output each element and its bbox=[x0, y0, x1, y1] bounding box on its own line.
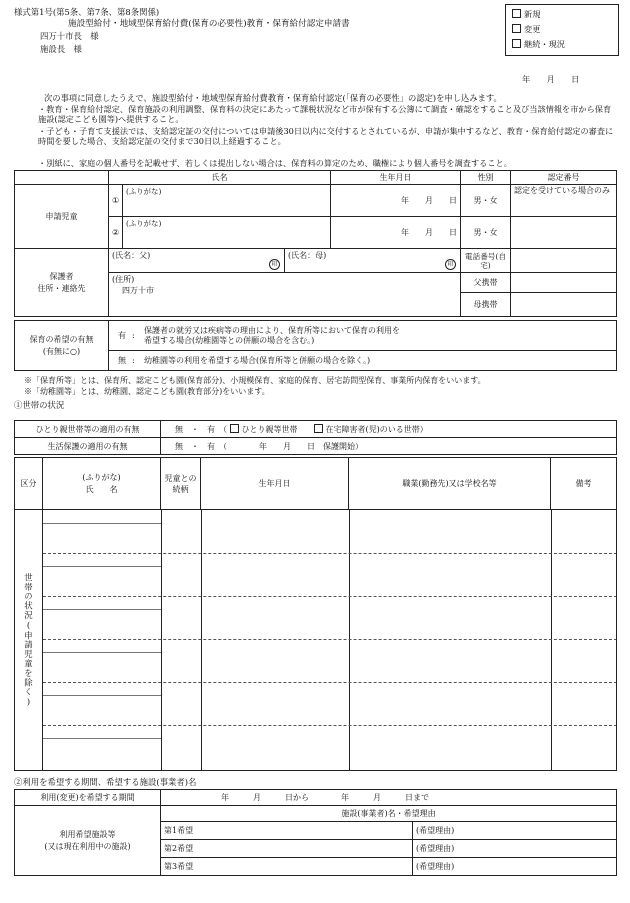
single-parent-label: ひとり親世帯等の適用の有無 bbox=[15, 421, 161, 438]
status-box bbox=[505, 4, 619, 56]
single-parent-value[interactable]: 無 ・ 有 （ ひとり親等世帯 在宅障害者(児)のいる世帯） bbox=[161, 421, 617, 438]
seal-icon: 印 bbox=[445, 259, 456, 270]
child-num-1: ① bbox=[109, 185, 123, 217]
child-num-2: ② bbox=[109, 217, 123, 249]
applicant-table bbox=[14, 170, 617, 249]
choice-2-field[interactable]: 第2希望 bbox=[161, 840, 413, 858]
col-cert: 認定番号 bbox=[511, 171, 617, 185]
phone-mother-field[interactable] bbox=[511, 293, 617, 317]
period-field[interactable]: 年 月 日から 年 月 日まで bbox=[161, 790, 617, 806]
col-member-birth: 生年月日 bbox=[201, 458, 349, 510]
child1-sex[interactable]: 男・女 bbox=[461, 185, 511, 217]
checkbox-icon[interactable] bbox=[314, 424, 323, 433]
col-relation: 児童との続柄 bbox=[161, 458, 201, 510]
welfare-label: 生活保護の適用の有無 bbox=[15, 438, 161, 455]
col-birth: 生年月日 bbox=[331, 171, 461, 185]
household-side-label: 世帯の状況(申請児童を除く) bbox=[15, 510, 43, 771]
addressee-director: 施設長 様 bbox=[40, 44, 82, 54]
household-section-title: ①世帯の状況 bbox=[14, 400, 65, 410]
checkbox-icon[interactable] bbox=[512, 39, 521, 48]
status-new[interactable]: 新規 bbox=[512, 9, 540, 20]
phone-father-label: 父携帯 bbox=[461, 273, 511, 293]
date-line: 年 月 日 bbox=[522, 74, 580, 84]
addressee-mayor: 四万十市長 様 bbox=[40, 31, 99, 41]
choice-1-reason[interactable]: (希望理由) bbox=[413, 822, 617, 840]
child2-birth-field[interactable]: 年 月 日 bbox=[331, 217, 461, 249]
choice-3-field[interactable]: 第3希望 bbox=[161, 858, 413, 876]
facility-header: 施設(事業者)名・希望理由 bbox=[161, 806, 617, 822]
col-job: 職業(勤務先)又は学校名等 bbox=[349, 458, 551, 510]
status-change[interactable]: 変更 bbox=[512, 24, 540, 35]
applicant-label: 申請児童 bbox=[15, 185, 109, 249]
hope-table bbox=[14, 320, 617, 371]
intro-consent-1: ・教育・保育給付認定、保育施設の利用調整、保育料の決定にあたって課税状況など市が保有する公簿にて調査・確認をすること及び当該情報を市から保育施設(認定こども園等)へ提供すること。 bbox=[38, 104, 612, 125]
child1-name-field[interactable]: (ふりがな) bbox=[123, 185, 331, 217]
checkbox-icon[interactable] bbox=[512, 9, 521, 18]
choice-2-reason[interactable]: (希望理由) bbox=[413, 840, 617, 858]
phone-mother-label: 母携帯 bbox=[461, 293, 511, 317]
form-number: 様式第1号(第5条、第7条、第8条関係) bbox=[14, 7, 160, 17]
choice-1-field[interactable]: 第1希望 bbox=[161, 822, 413, 840]
father-name-field[interactable]: (氏名：父) 印 bbox=[109, 249, 285, 273]
facility-section-title: ②利用を希望する期間、希望する施設(事業者)名 bbox=[14, 777, 197, 787]
facility-table bbox=[14, 789, 617, 876]
applicant-header-blank bbox=[15, 171, 109, 185]
checkbox-icon[interactable] bbox=[512, 24, 521, 33]
phone-father-field[interactable] bbox=[511, 273, 617, 293]
child2-name-field[interactable]: (ふりがな) bbox=[123, 217, 331, 249]
household-member-rows[interactable] bbox=[43, 510, 617, 771]
col-note: 備考 bbox=[551, 458, 617, 510]
child1-birth-field[interactable]: 年 月 日 bbox=[331, 185, 461, 217]
child2-sex[interactable]: 男・女 bbox=[461, 217, 511, 249]
col-member-name: (ふりがな) 氏 名 bbox=[43, 458, 161, 510]
mother-name-field[interactable]: (氏名：母) 印 bbox=[285, 249, 461, 273]
hope-no-option[interactable]: 無 : 幼稚園等の利用を希望する場合(保育所等と併願の場合を除く。) bbox=[109, 351, 617, 371]
note-hoikusho: ※「保育所等」とは、保育所、認定こども園(保育部分)、小規模保育、家庭的保育、居宅訪問型保育、事業所内保育をいいます。 bbox=[24, 376, 486, 385]
intro-consent-3: ・別紙に、家庭の個人番号を記載せず、若しくは提出しない場合は、保育料の算定のため、職権により個人番号を調査すること。 bbox=[38, 158, 512, 168]
seal-icon: 印 bbox=[269, 259, 280, 270]
period-label: 利用(変更)を希望する期間 bbox=[15, 790, 161, 806]
choice-3-reason[interactable]: (希望理由) bbox=[413, 858, 617, 876]
address-field[interactable]: (住所) 四万十市 bbox=[109, 273, 461, 317]
checkbox-icon[interactable] bbox=[230, 424, 239, 433]
phone-home-field[interactable] bbox=[511, 249, 617, 273]
note-youchien: ※「幼稚園等」とは、幼稚園、認定こども園(教育部分)をいいます。 bbox=[24, 387, 270, 396]
guardian-label: 保護者 住所・連絡先 bbox=[15, 249, 109, 317]
facility-label: 利用希望施設等 (又は現在利用中の施設) bbox=[15, 806, 161, 876]
status-continue[interactable]: 継続・現況 bbox=[512, 39, 565, 50]
hope-yes-option[interactable]: 有 :保護者の就労又は疾病等の理由により、保育所等において保育の利用を 希望する場合(幼稚園等との併願の場合を含む。) bbox=[109, 321, 617, 351]
hope-label: 保育の希望の有無 (有無に○) bbox=[15, 321, 109, 371]
household-flags-table bbox=[14, 420, 617, 455]
household-members-table bbox=[14, 457, 617, 771]
col-kubun: 区分 bbox=[15, 458, 43, 510]
form-title: 施設型給付・地域型保育給付費(保育の必要性)教育・保育給付認定申請書 bbox=[68, 19, 350, 29]
child2-cert-field[interactable] bbox=[511, 217, 617, 249]
col-sex: 性別 bbox=[461, 171, 511, 185]
col-name: 氏名 bbox=[109, 171, 331, 185]
cert-note: 認定を受けている場合のみ bbox=[511, 185, 617, 217]
intro-line: 次の事項に同意したうえで、施設型給付・地域型保育給付費教育・保育給付認定(「保育の必要性」の認定)を申し込みます。 bbox=[44, 93, 502, 103]
welfare-value[interactable]: 無 ・ 有 （ 年 月 日 保護開始） bbox=[161, 438, 617, 455]
intro-consent-2: ・子ども・子育て支援法では、支給認定証の交付については申請後30日以内に交付するとされているが、申請が集中するなど、教育・保育給付認定の審査に時間を要した場合、支給認定証の交付まで30日以上経過すること。 bbox=[38, 126, 614, 147]
phone-home-label: 電話番号(自宅) bbox=[461, 249, 511, 273]
guardian-table bbox=[14, 248, 617, 317]
